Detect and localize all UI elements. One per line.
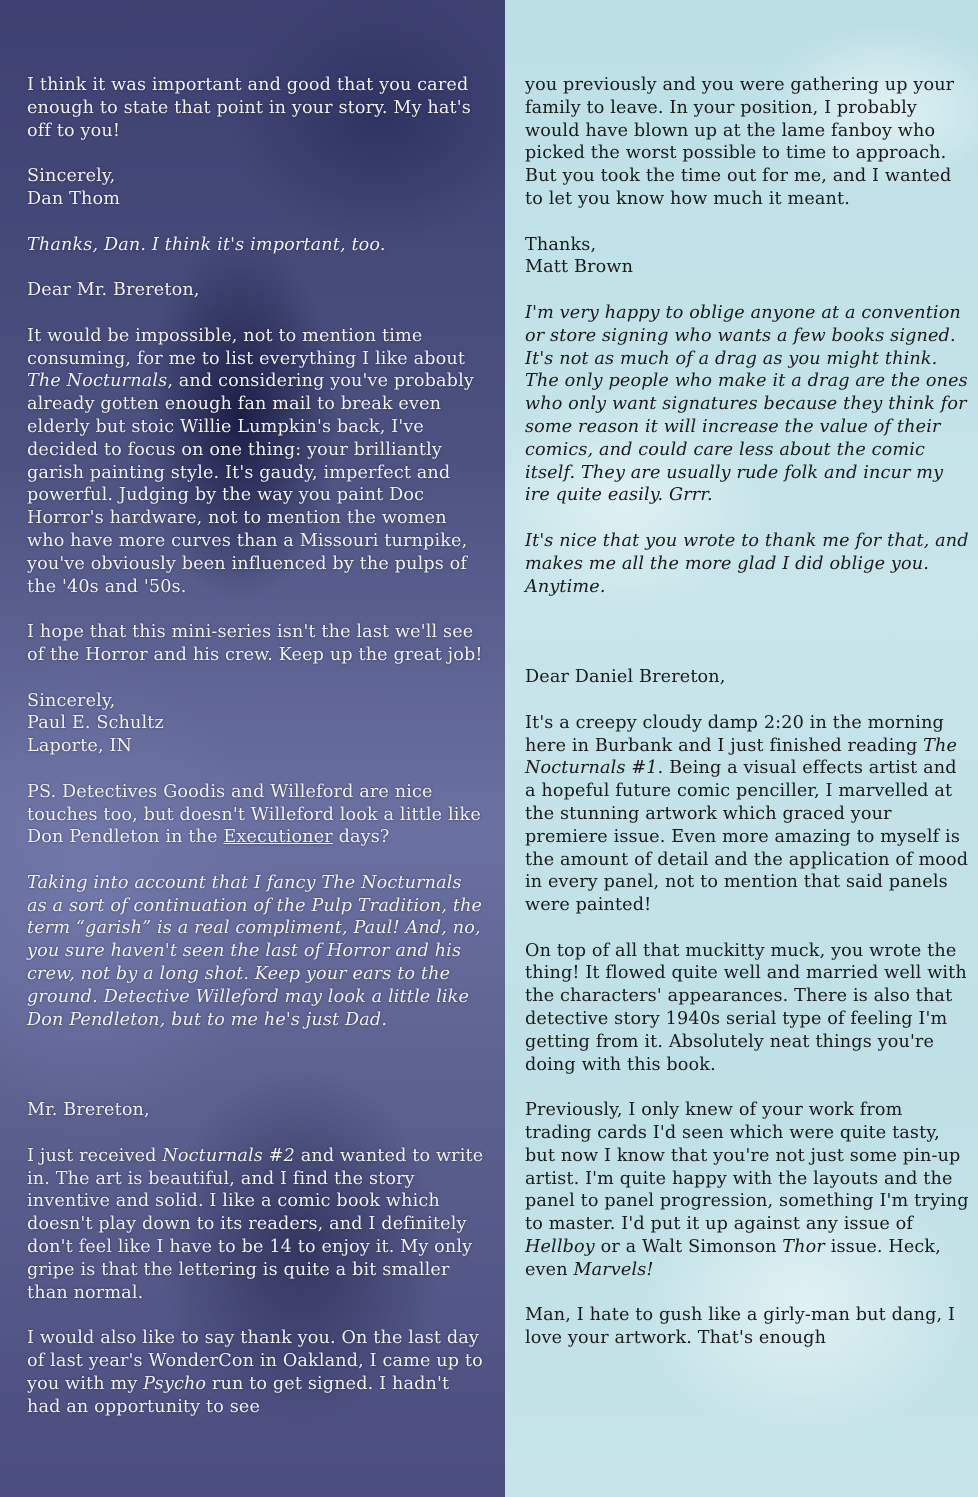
letter-paragraph: I think it was important and good that you cared enough to state that point in your story. My hat's off to you! bbox=[27, 75, 471, 141]
letter-paragraph: I just received Nocturnals #2 and wanted to write in. The art is beautiful, and I find the story inventive and solid. I like a comic book which doesn't play down to its readers, and I definitely don't feel like I have to be 14 to enjoy it. My only gripe is that the lettering is quite a bit smaller than normal. bbox=[27, 1145, 484, 1303]
letter-closing: Sincerely, Dan Thom bbox=[27, 166, 121, 209]
letter-paragraph: On top of all that muckitty muck, you wrote the thing! It flowed quite well and married well with the characters' appearances. There is also that detective story 1940s serial type of feeling I'm getting from it. Absolutely neat things you're doing with this book. bbox=[525, 940, 967, 1075]
letter-paragraph: I would also like to say thank you. On the last day of last year's WonderCon in Oakland, I came up to you with my Psycho run to get signed. I hadn't had an opportunity to see bbox=[27, 1328, 483, 1417]
letter-salutation: Dear Mr. Brereton, bbox=[27, 280, 200, 301]
editor-reply: It's nice that you wrote to thank me for that, and makes me all the more glad I did oblige you. Anytime. bbox=[525, 530, 969, 597]
letter-closing: Thanks, Matt Brown bbox=[525, 234, 634, 278]
right-column bbox=[505, 0, 978, 1497]
letter-paragraph: Man, I hate to gush like a girly-man but dang, I love your artwork. That's enough bbox=[525, 1305, 956, 1349]
left-text bbox=[27, 74, 487, 1441]
letter-paragraph: It would be impossible, not to mention time consuming, for me to list everything I like about The Nocturnals, and considering you've probably already gotten enough fan mail to break even elderly but stoic Willie Lumpkin's back, I've decided to focus on one thing: your brilliantly garish painting style. It's gaudy, imperfect and powerful. Judging by the way you paint Doc Horror's hardware, not to mention the women who have more curves than a Missouri turnpike, you've obviously been influenced by the pulps of the '40s and '50s. bbox=[27, 325, 474, 597]
letter-postscript: PS. Detectives Goodis and Willeford are nice touches too, but doesn't Willeford look a little like Don Pendleton in the Executioner days? bbox=[27, 781, 481, 848]
letter-paragraph: you previously and you were gathering up your family to leave. In your position, I probably would have blown up at the lame fanboy who picked the worst possible to time to approach. But you took the time out for me, and I wanted to let you know how much it meant. bbox=[525, 75, 955, 209]
letter-salutation: Mr. Brereton, bbox=[27, 1100, 150, 1121]
letter-salutation: Dear Daniel Brereton, bbox=[525, 667, 726, 688]
editor-reply: Taking into account that I fancy The Nocturnals as a sort of continuation of the Pulp Tradition, the term “garish” is a real compliment, Paul! And, no, you sure haven't seen the last of Horror and his crew, not by a long shot. Keep your ears to the ground. Detective Willeford may look a little like Don Pendleton, but to me he's just Dad. bbox=[27, 872, 483, 1030]
letter-closing: Sincerely, Paul E. Schultz Laporte, IN bbox=[27, 690, 164, 757]
letter-paragraph: It's a creepy cloudy damp 2:20 in the morning here in Burbank and I just finished reading The Nocturnals #1. Being a visual effects artist and a hopeful future comic penciller, I marvelled at the stunning artwork which graced your premiere issue. Even more amazing to myself is the amount of detail and the application of mood in every panel, not to mention that said panels were painted! bbox=[525, 712, 969, 916]
letter-paragraph: Previously, I only knew of your work from trading cards I'd seen which were quite tasty, but now I know that you're not just some pin-up artist. I'm quite happy with the layouts and the panel to panel progression, something I'm trying to master. I'd put it up against any issue of Hellboy or a Walt Simonson Thor issue. Heck, even Marvels! bbox=[525, 1100, 969, 1280]
editor-reply: Thanks, Dan. I think it's important, too. bbox=[27, 234, 386, 255]
letter-paragraph: I hope that this mini-series isn't the last we'll see of the Horror and his crew. Keep up the great job! bbox=[27, 622, 483, 665]
editor-reply: I'm very happy to oblige anyone at a convention or store signing who wants a few books signed. It's not as much of a drag as you might think. The only people who make it a drag are the ones who only want signatures because they think for some reason it will increase the value of their comics, and could care less about the comic itself. They are usually rude folk and incur my ire quite easily. Grrr. bbox=[525, 302, 968, 506]
right-text bbox=[525, 74, 970, 1373]
